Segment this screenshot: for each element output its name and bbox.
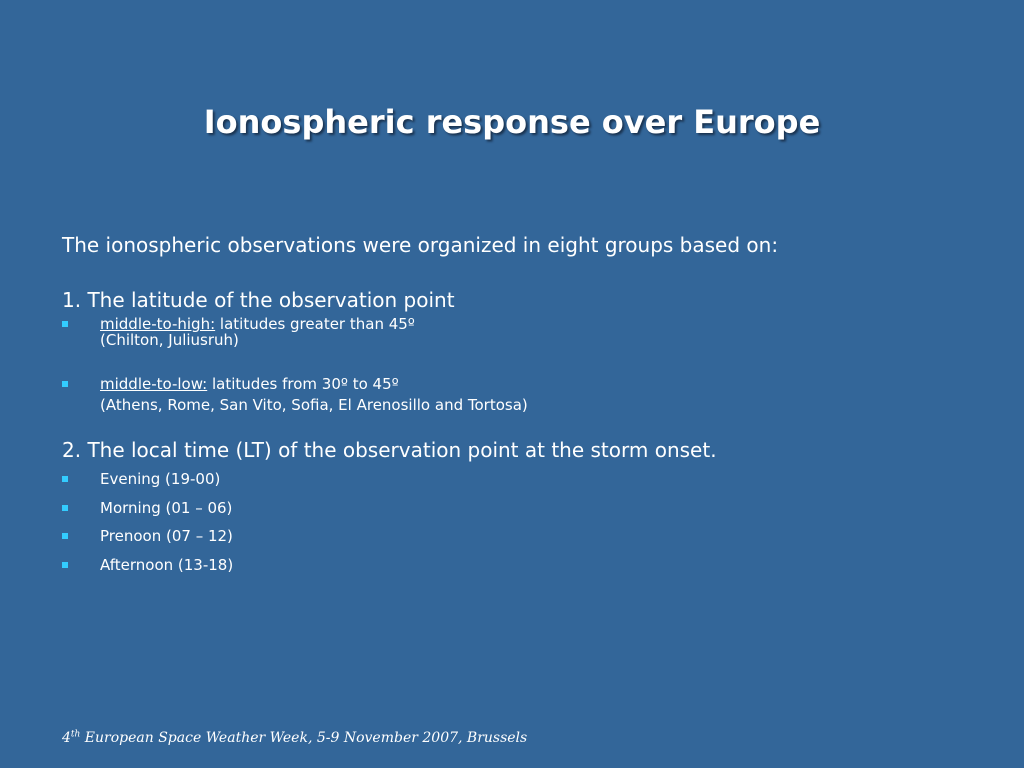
footer-ordinal-suffix: th [70,729,81,740]
list-item-detail: (Athens, Rome, San Vito, Sofia, El Arenosillo and Tortosa) [100,396,528,414]
section2-heading: 2. The local time (LT) of the observation point at the storm onset. [62,438,717,462]
bullet-icon [62,321,68,327]
list-item-text: Evening (19-00) [100,470,221,488]
footer-ordinal: 4 [62,730,71,746]
bullet-icon [62,562,68,568]
bullet-icon [62,476,68,482]
intro-text: The ionospheric observations were organized in eight groups based on: [62,233,779,257]
bullet-icon [62,381,68,387]
list-item-description: latitudes greater than 45º [215,315,415,333]
list-item-text: Morning (01 – 06) [100,499,233,517]
list-item-detail: (Chilton, Juliusruh) [100,331,239,349]
list-item-label: middle-to-low: [100,375,208,393]
list-item-label: middle-to-high: [100,315,216,333]
bullet-icon [62,533,68,539]
list-item-description: latitudes from 30º to 45º [207,375,399,393]
bullet-icon [62,505,68,511]
slide-title: Ionospheric response over Europe [203,103,821,141]
list-item-text: Afternoon (13-18) [100,556,234,574]
list-item-text: Prenoon (07 – 12) [100,527,233,545]
list-item-text [100,375,399,394]
section1-heading: 1. The latitude of the observation point [62,288,455,312]
footer-event: European Space Weather Week, 5-9 November 2007, Brussels [80,730,528,746]
footer-text [62,729,527,747]
